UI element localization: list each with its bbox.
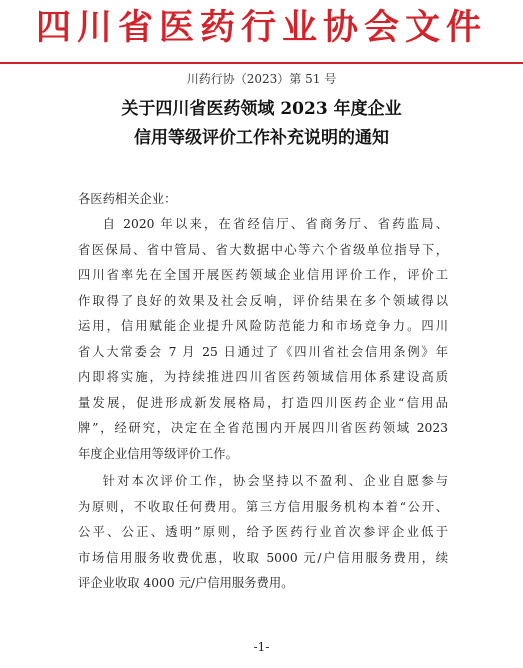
document-title xyxy=(0,95,523,153)
document-title-line-1: 关于四川省医药领域 2023 年度企业 xyxy=(121,99,402,119)
document-title-line-2: 信用等级评价工作补充说明的通知 xyxy=(134,128,389,148)
salutation: 各医药相关企业： xyxy=(78,192,177,206)
paragraph-line: 年度企业信用等级评价工作。 xyxy=(78,446,238,461)
paragraph-line: 作取得了良好的效果及社会反响，评价结果在多个领域得以 xyxy=(78,293,448,308)
document-number: 川药行协（2023）第 51 号 xyxy=(186,72,337,86)
paragraph-line: 针对本次评价工作，协会坚持以不盈利、企业自愿参与 xyxy=(102,474,448,488)
paragraph-line: 量发展，促进形成新发展格局，打造四川医药企业“信用品 xyxy=(78,395,448,410)
paragraph-line: 省医保局、省中管局、省大数据中心等六个省级单位指导下， xyxy=(78,242,448,257)
paragraph-line: 省人大常委会 7 月 25 日通过了《四川省社会信用条例》年 xyxy=(78,344,448,359)
paragraph-line: 四川省率先在全国开展医药领域企业信用评价工作，评价工 xyxy=(78,268,448,282)
paragraph-2 xyxy=(78,469,448,597)
paragraph-1 xyxy=(78,212,448,467)
page-number: -1- xyxy=(253,640,270,654)
header-red-rule xyxy=(0,62,523,64)
paragraph-line: 牌”，经研究，决定在全省范围内开展四川省医药领域 2023 xyxy=(78,421,448,435)
document-body xyxy=(78,188,448,597)
paragraph-line: 内即将实施，为持续推进四川省医药领域信用体系建设高质 xyxy=(78,370,448,384)
paragraph-line: 自 2020 年以来，在省经信厅、省商务厅、省药监局、 xyxy=(102,217,448,231)
paragraph-line: 公平、公正、透明”原则，给予医药行业首次参评企业低于 xyxy=(78,525,448,539)
document-header-title: 四川省医药行业协会文件 xyxy=(35,8,487,48)
paragraph-line: 为原则，不收取任何费用。第三方信用服务机构本着“公开、 xyxy=(78,499,448,514)
paragraph-line: 市场信用服务收费优惠，收取 5000 元/户信用服务费用，续 xyxy=(78,550,448,565)
paragraph-line: 运用，信用赋能企业提升风险防范能力和市场竞争力。四川 xyxy=(78,319,448,333)
paragraph-line: 评企业收取 4000 元/户信用服务费用。 xyxy=(78,576,294,590)
